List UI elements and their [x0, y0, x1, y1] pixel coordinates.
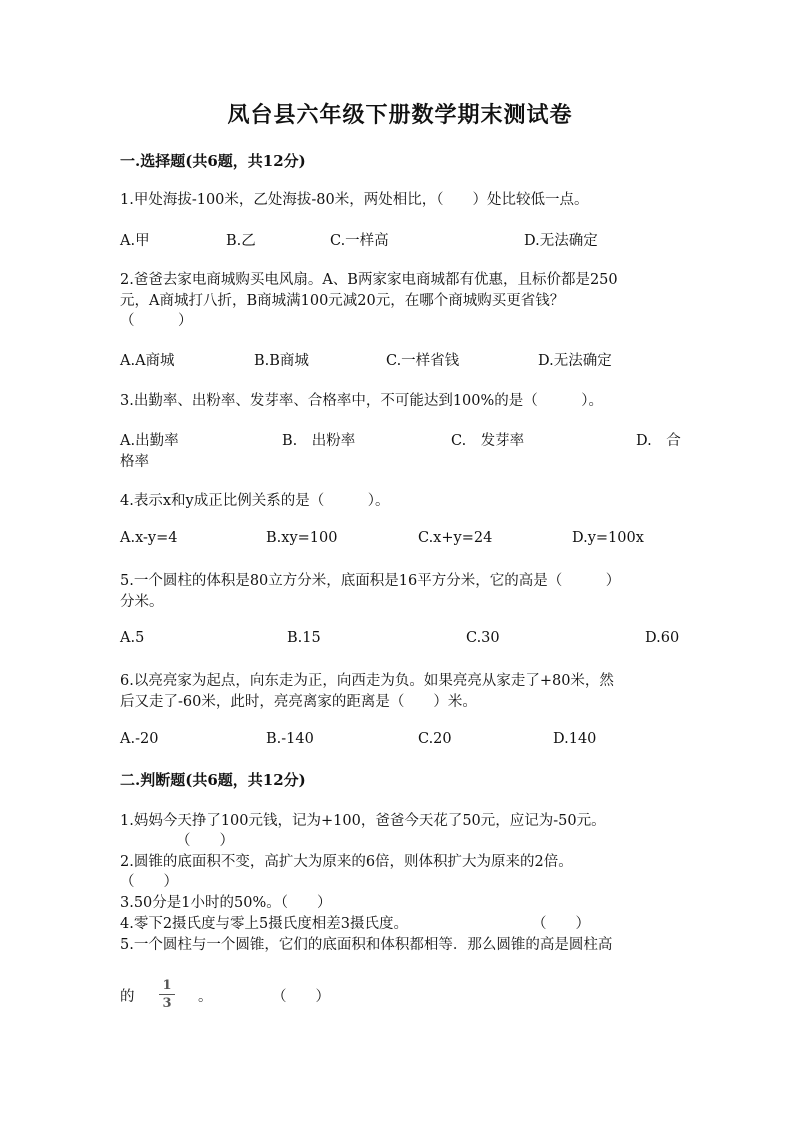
page-title: 凤台县六年级下册数学期末测试卷: [227, 102, 573, 128]
question-6-line2: 后又走了-60米，此时，亮亮离家的距离是（ ）米。: [120, 694, 477, 710]
question-5-line1: 5.一个圆柱的体积是80立方分米，底面积是16平方分米，它的高是（ ）: [120, 573, 621, 589]
question-5-line2: 分米。: [120, 594, 164, 610]
section-heading-choice: 一.选择题(共6题，共12分): [120, 152, 306, 170]
judge-5-pre: 的: [120, 989, 135, 1005]
judge-1-line1: 1.妈妈今天挣了100元钱，记为+100，爸爸今天花了50元，应记为-50元。: [120, 813, 606, 829]
fraction-denominator: 3: [162, 996, 172, 1011]
judge-4-text: 4.零下2摄氏度与零上5摄氏度相差3摄氏度。: [120, 916, 409, 932]
q4-option-c: C.x+y=24: [418, 530, 493, 546]
fraction-one-third: [158, 978, 176, 1011]
question-2-line3: （ ）: [120, 313, 193, 329]
q3-option-d: D. 合: [636, 433, 681, 449]
q6-option-c: C.20: [418, 731, 452, 747]
fraction-bar: [159, 994, 175, 995]
judge-1-answer: （ ）: [176, 833, 234, 849]
q2-option-c: C.一样省钱: [386, 353, 460, 369]
question-6-line1: 6.以亮亮家为起点，向东走为正，向西走为负。如果亮亮从家走了+80米，然: [120, 673, 614, 689]
fraction-numerator: 1: [162, 978, 172, 993]
judge-2-answer: （ ）: [120, 874, 178, 890]
section-heading-judge: 二.判断题(共6题，共12分): [120, 771, 306, 789]
judge-3-text: 3.50分是1小时的50%。（ ）: [120, 895, 332, 911]
q4-option-a: A.x-y=4: [120, 530, 178, 546]
question-3-text: 3.出勤率、出粉率、发芽率、合格率中，不可能达到100%的是（ ）。: [120, 393, 604, 409]
q6-option-b: B.-140: [266, 731, 314, 747]
q3-option-b: B. 出粉率: [282, 433, 356, 449]
q2-option-b: B.B商城: [254, 353, 309, 369]
judge-5-line1: 5.一个圆柱与一个圆锥，它们的底面积和体积都相等．那么圆锥的高是圆柱高: [120, 937, 613, 953]
q4-option-d: D.y=100x: [572, 530, 644, 546]
judge-2-line1: 2.圆锥的底面积不变，高扩大为原来的6倍，则体积扩大为原来的2倍。: [120, 854, 573, 870]
q2-option-a: A.A商城: [120, 353, 175, 369]
question-2-line1: 2.爸爸去家电商城购买电风扇。A、B两家家电商城都有优惠，且标价都是250: [120, 272, 618, 288]
q4-option-b: B.xy=100: [266, 530, 338, 546]
q3-option-d-wrap: 格率: [120, 454, 149, 470]
question-2-line2: 元，A商城打八折，B商城满100元减20元，在哪个商城购买更省钱？: [120, 293, 565, 309]
question-4-text: 4.表示x和y成正比例关系的是（ ）。: [120, 493, 390, 509]
q1-option-d: D.无法确定: [524, 233, 598, 249]
question-1-text: 1.甲处海拔-100米，乙处海拔-80米，两处相比，（ ）处比较低一点。: [120, 192, 589, 208]
q6-option-d: D.140: [553, 731, 597, 747]
judge-4-answer: （ ）: [532, 916, 590, 932]
q1-option-b: B.乙: [226, 233, 256, 249]
q5-option-b: B.15: [287, 630, 321, 646]
q5-option-a: A.5: [120, 630, 145, 646]
q3-option-c: C. 发芽率: [451, 433, 525, 449]
q6-option-a: A.-20: [120, 731, 159, 747]
q3-option-a: A.出勤率: [120, 433, 179, 449]
q2-option-d: D.无法确定: [538, 353, 612, 369]
judge-5-answer: （ ）: [272, 989, 330, 1005]
q1-option-c: C.一样高: [330, 233, 389, 249]
q1-option-a: A.甲: [120, 233, 150, 249]
judge-5-post: 。: [198, 989, 213, 1005]
q5-option-d: D.60: [645, 630, 680, 646]
q5-option-c: C.30: [466, 630, 500, 646]
